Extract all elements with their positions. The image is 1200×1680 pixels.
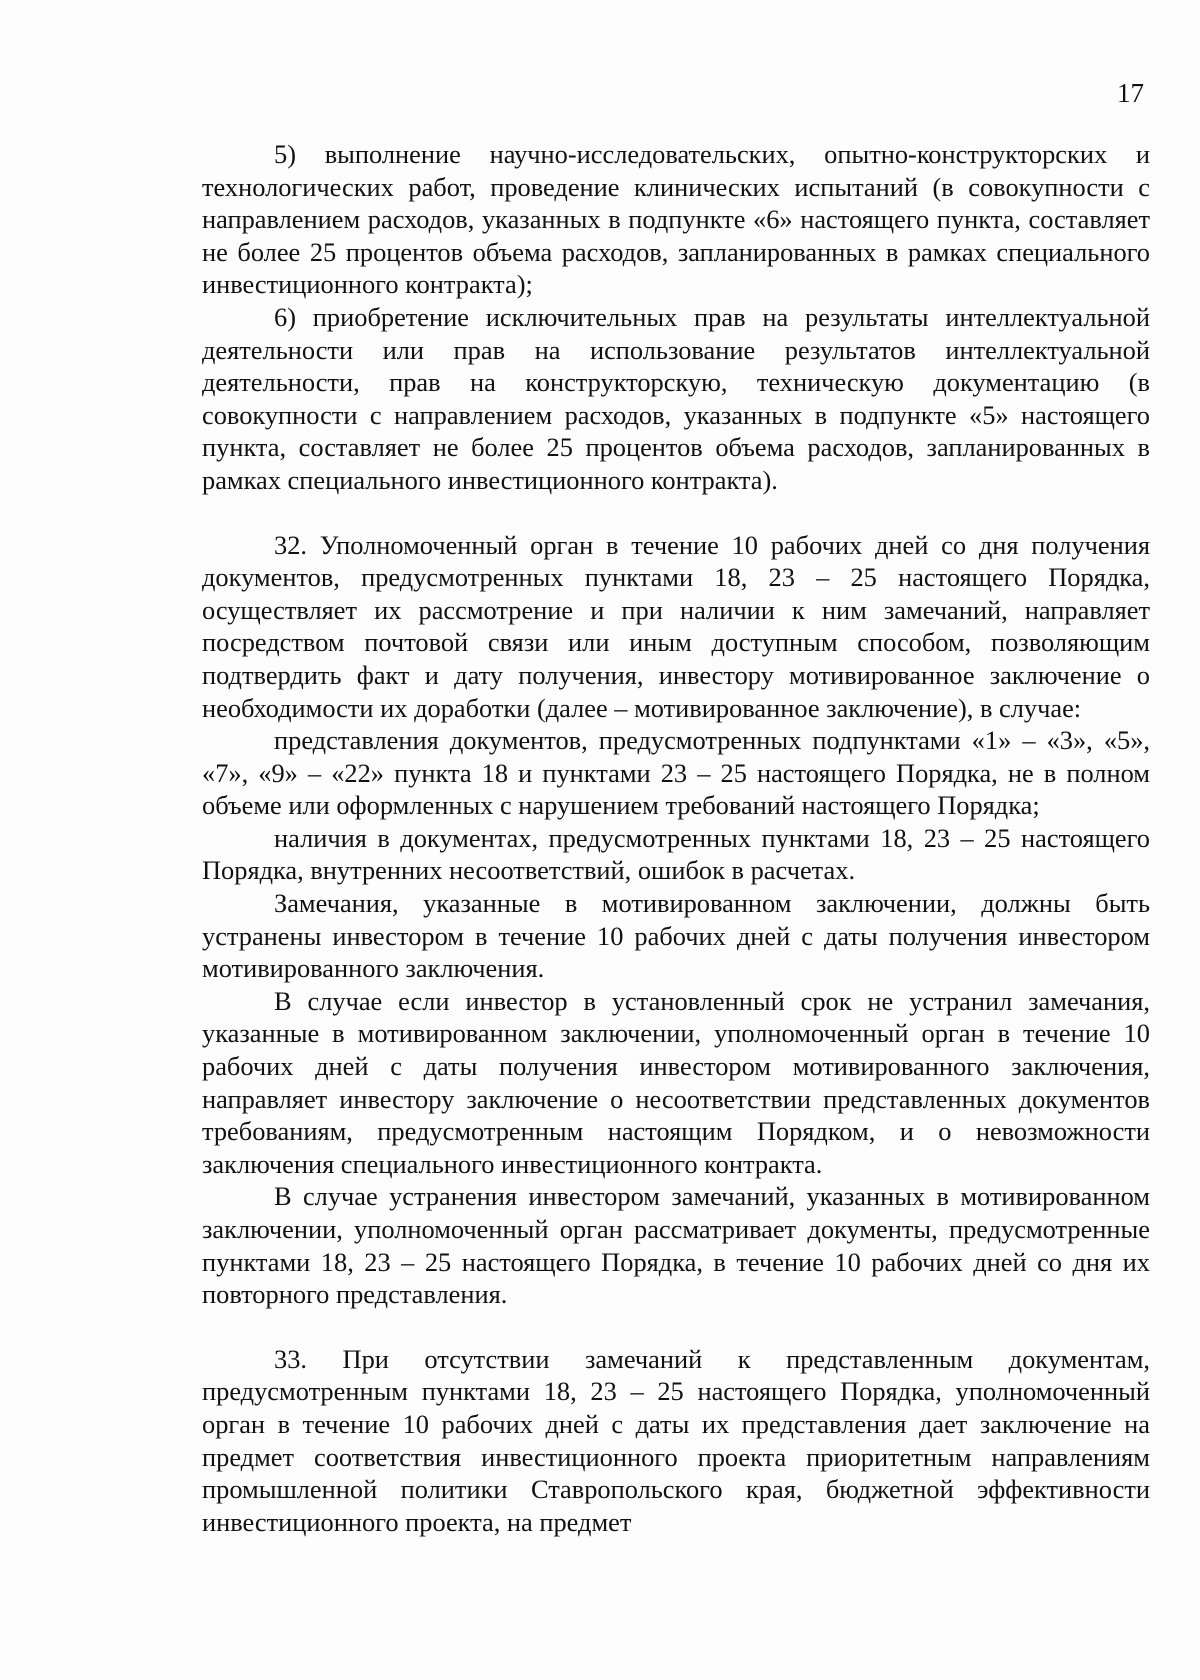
paragraph-section-32-fixed: В случае устранения инвестором замечаний, указанных в мотивированном заключении, уполномоченный орган рассматривает документы, предусмотренные пунктами 18, 23 – 25 настоящего Порядка, в течение 10 рабочих дней со дня их повторного представления. <box>202 1181 1150 1310</box>
paragraph-item-5: 5) выполнение научно-исследовательских, опытно-конструкторских и технологических работ, проведение клинических испытаний (в совокупности с направлением расходов, указанных в подпункте «6» настоящего пункта, составляет не более 25 процентов объема расходов, запланированных в рамках специального инвестиционного контракта); <box>202 139 1150 300</box>
document-body <box>202 138 1150 1538</box>
paragraph-section-32-remarks: Замечания, указанные в мотивированном заключении, должны быть устранены инвестором в течение 10 рабочих дней с даты получения инвестором мотивированного заключения. <box>202 888 1150 984</box>
paragraph-section-32-case-1: представления документов, предусмотренных подпунктами «1» – «3», «5», «7», «9» – «22» пункта 18 и пунктами 23 – 25 настоящего Порядка, не в полном объеме или оформленных с нарушением требований настоящего Порядка; <box>202 725 1150 821</box>
paragraph-item-6: 6) приобретение исключительных прав на результаты интеллектуальной деятельности или прав на использование результатов интеллектуальной деятельности, прав на конструкторскую, техническую документацию (в совокупности с направлением расходов, указанных в подпункте «5» настоящего пункта, составляет не более 25 процентов объема расходов, запланированных в рамках специального инвестиционного контракта). <box>202 301 1150 495</box>
paragraph-section-32-case-2: наличия в документах, предусмотренных пунктами 18, 23 – 25 настоящего Порядка, внутренних несоответствий, ошибок в расчетах. <box>202 822 1150 886</box>
paragraph-section-33: 33. При отсутствии замечаний к представленным документам, предусмотренным пунктами 18, 23 – 25 настоящего Порядка, уполномоченный орган в течение 10 рабочих дней с даты их представления дает заключение на предмет соответствия инвестиционного проекта приоритетным направлениям промышленной политики Ставропольского края, бюджетной эффективности инвестиционного проекта, на предмет <box>202 1343 1150 1537</box>
page-number: 17 <box>1117 78 1144 108</box>
paragraph-section-32-not-fixed: В случае если инвестор в установленный срок не устранил замечания, указанные в мотивированном заключении, уполномоченный орган в течение 10 рабочих дней с даты получения инвестором мотивированного заключения, направляет инвестору заключение о несоответствии представленных документов требованиям, предусмотренным настоящим Порядком, и о невозможности заключения специального инвестиционного контракта. <box>202 985 1150 1179</box>
paragraph-section-32: 32. Уполномоченный орган в течение 10 рабочих дней со дня получения документов, предусмотренных пунктами 18, 23 – 25 настоящего Порядка, осуществляет их рассмотрение и при наличии к ним замечаний, направляет посредством почтовой связи или иным доступным способом, позволяющим подтвердить факт и дату получения, инвестору мотивированное заключение о необходимости их доработки (далее – мотивированное заключение), в случае: <box>202 529 1150 723</box>
